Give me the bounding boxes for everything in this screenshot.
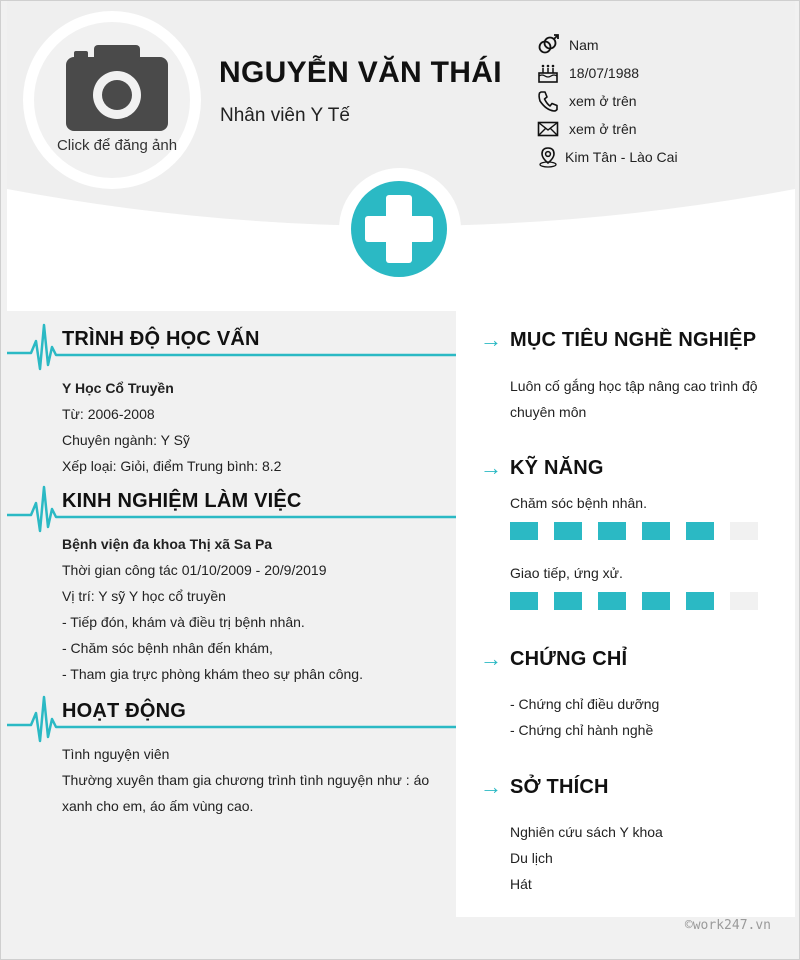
experience-duty: - Chăm sóc bệnh nhân đến khám, [62,640,273,656]
skill-name: Chăm sóc bệnh nhân. [510,495,647,511]
info-address [537,144,678,170]
education-period: Từ: 2006-2008 [62,406,155,422]
info-phone [537,88,637,114]
experience-company: Bệnh viện đa khoa Thị xã Sa Pa [62,536,273,552]
education-header [7,311,456,371]
hobby-item: Nghiên cứu sách Y khoa [510,824,663,840]
certificates-header [480,646,627,672]
email-icon [537,118,559,140]
activities-item: Tình nguyện viên [62,746,170,762]
left-column [7,311,456,819]
skill-level-block-filled [510,592,538,610]
experience-body [7,531,456,687]
activities-line: xanh cho em, áo ấm vùng cao. [62,798,254,814]
education-grade: Xếp loại: Giỏi, điểm Trung bình: 8.2 [62,458,282,474]
education-body [7,375,456,479]
objective-header [480,327,756,353]
skill-name: Giao tiếp, ứng xử. [510,565,623,581]
skill-level-block-empty [730,592,758,610]
activities-header [7,683,456,743]
watermark: ©work247.vn [684,918,771,933]
info-gender [537,32,599,58]
certificate-item: - Chứng chỉ hành nghề [510,722,654,738]
email-value: xem ở trên [569,121,637,137]
skill-level-block-filled [554,522,582,540]
arrow-right-icon: → [480,646,502,671]
education-major: Chuyên ngành: Y Sỹ [62,432,190,448]
location-pin-icon [537,146,559,168]
hobby-item: Hát [510,876,532,892]
gender-value: Nam [569,37,599,53]
job-position: Nhân viên Y Tế [220,105,350,126]
experience-duty: - Tham gia trực phòng khám theo sự phân công. [62,666,363,682]
medical-cross-icon [351,181,447,277]
objective-line: Luôn cố gắng học tập nâng cao trình độ [510,378,758,394]
skill-level-block-filled [686,522,714,540]
skill-level-block-filled [554,592,582,610]
certificate-item: - Chứng chỉ điều dưỡng [510,696,660,712]
phone-icon [537,90,559,112]
education-title: TRÌNH ĐỘ HỌC VẤN [62,328,260,350]
certificates-title: CHỨNG CHỈ [510,647,628,670]
objective-line: chuyên môn [510,404,587,420]
arrow-right-icon: → [480,774,502,799]
hobbies-header [480,774,609,800]
birthday-cake-icon [537,62,559,84]
objective-title: MỤC TIÊU NGHỀ NGHIỆP [510,328,757,351]
gender-icon [537,34,559,56]
skill-level-bar [510,522,774,540]
skill-level-block-filled [686,592,714,610]
activities-line: Thường xuyên tham gia chương trình tình nguyện như : áo [62,772,430,788]
education-school: Y Học Cổ Truyền [62,380,174,396]
skill-level-block-filled [642,592,670,610]
experience-period: Thời gian công tác 01/10/2009 - 20/9/2019 [62,562,327,578]
experience-title: KINH NGHIỆM LÀM VIỆC [62,490,302,512]
info-email [537,116,637,142]
hobbies-body [510,819,780,897]
skill-level-block-filled [598,592,626,610]
hobbies-title: SỞ THÍCH [510,775,609,798]
skills-title: KỸ NĂNG [510,456,604,479]
info-birthday [537,60,639,86]
skill-level-block-filled [510,522,538,540]
address-value: Kim Tân - Lào Cai [565,149,678,165]
activities-body [7,741,456,819]
skills-header [480,455,604,481]
avatar-caption[interactable]: Click để đăng ảnh [56,137,178,154]
phone-value: xem ở trên [569,93,637,109]
cv-header [7,1,795,311]
skill-level-block-filled [598,522,626,540]
right-column [456,311,795,917]
full-name: NGUYỄN VĂN THÁI [219,56,502,89]
birthday-value: 18/07/1988 [569,65,640,81]
skill-level-block-filled [642,522,670,540]
experience-duty: - Tiếp đón, khám và điều trị bệnh nhân. [62,614,305,630]
certificates-body [510,691,780,743]
activities-title: HOẠT ĐỘNG [62,700,187,722]
skill-level-block-empty [730,522,758,540]
experience-role: Vị trí: Y sỹ Y học cổ truyền [62,588,226,604]
hobby-item: Du lịch [510,850,553,866]
arrow-right-icon: → [480,455,502,480]
objective-body [510,373,780,425]
skill-level-bar [510,592,774,610]
arrow-right-icon: → [480,327,502,352]
camera-icon[interactable] [66,43,168,133]
experience-header [7,473,456,533]
